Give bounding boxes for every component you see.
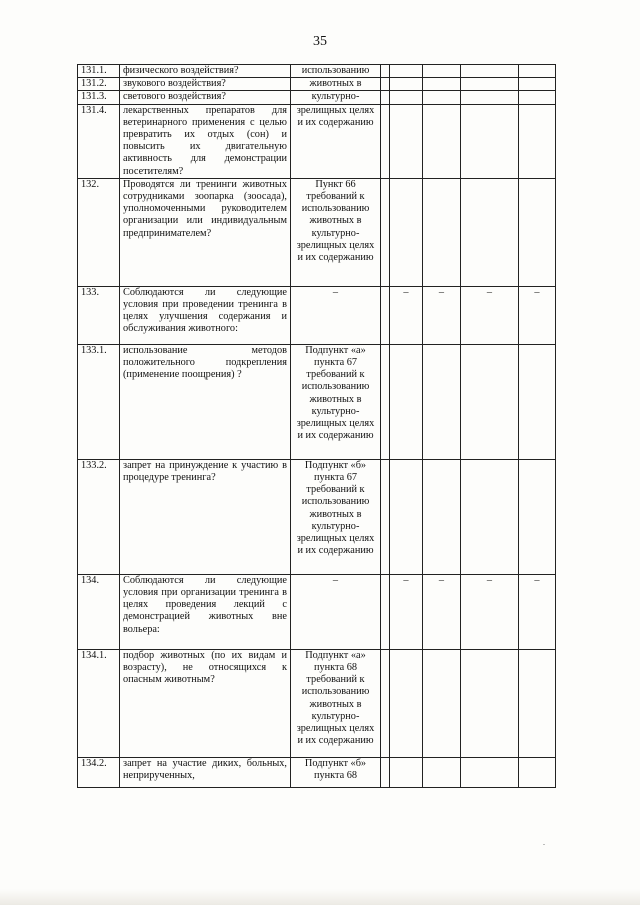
item-requirement-ref: Подпункт «б» пункта 68	[291, 757, 381, 787]
answer-cell	[519, 65, 556, 78]
answer-cell	[461, 178, 519, 286]
answer-cell	[423, 344, 461, 459]
item-number: 134.	[78, 574, 120, 649]
item-question: подбор животных (по их видам и возрасту), не относящихся к опасным животным?	[120, 649, 291, 757]
item-number: 133.2.	[78, 459, 120, 574]
spacer-cell	[381, 104, 390, 178]
item-number: 134.1.	[78, 649, 120, 757]
item-requirement-ref: Подпункт «б» пункта 67 требований к использованию животных в культурно-зрелищных целях и их содержанию	[291, 459, 381, 574]
spacer-cell	[381, 649, 390, 757]
answer-cell	[519, 649, 556, 757]
answer-cell	[519, 78, 556, 91]
item-requirement-ref: животных в	[291, 78, 381, 91]
answer-cell	[423, 91, 461, 104]
answer-cell	[423, 65, 461, 78]
table-row	[78, 649, 556, 757]
answer-cell	[423, 78, 461, 91]
answer-cell: –	[519, 286, 556, 344]
spacer-cell	[381, 757, 390, 787]
answer-cell	[423, 757, 461, 787]
answer-cell: –	[461, 574, 519, 649]
table-row	[78, 344, 556, 459]
answer-cell	[423, 178, 461, 286]
answer-cell	[461, 104, 519, 178]
spacer-cell	[381, 459, 390, 574]
answer-cell	[461, 757, 519, 787]
answer-cell	[390, 104, 423, 178]
table-row	[78, 757, 556, 787]
item-number: 131.4.	[78, 104, 120, 178]
spacer-cell	[381, 78, 390, 91]
answer-cell: –	[390, 286, 423, 344]
answer-cell	[423, 649, 461, 757]
answer-cell	[390, 757, 423, 787]
table-row	[78, 91, 556, 104]
answer-cell	[390, 91, 423, 104]
answer-cell	[461, 78, 519, 91]
answer-cell	[519, 178, 556, 286]
answer-cell	[390, 178, 423, 286]
answer-cell	[423, 104, 461, 178]
item-question: светового воздействия?	[120, 91, 291, 104]
spacer-cell	[381, 65, 390, 78]
answer-cell: –	[423, 574, 461, 649]
scan-edge	[0, 889, 640, 905]
item-question: лекарственных препаратов для ветеринарного применения с целью превратить их отдых (сон) и повысить их двигательную активность для демонстрации посетителям?	[120, 104, 291, 178]
item-requirement-ref: зрелищных целях и их содержанию	[291, 104, 381, 178]
item-question: запрет на принуждение к участию в процедуре тренинга?	[120, 459, 291, 574]
answer-cell	[461, 459, 519, 574]
spacer-cell	[381, 286, 390, 344]
item-question: звукового воздействия?	[120, 78, 291, 91]
scan-mark: .	[543, 838, 545, 847]
table-row	[78, 178, 556, 286]
item-question: Проводятся ли тренинги животных сотрудниками зоопарка (зоосада), уполномоченными руководителем организации или индивидуальным предпринимателем?	[120, 178, 291, 286]
answer-cell: –	[423, 286, 461, 344]
item-requirement-ref: –	[291, 286, 381, 344]
item-question: Соблюдаются ли следующие условия при организации тренинга в целях проведения лекций с демонстрацией животных вне вольера:	[120, 574, 291, 649]
answer-cell	[461, 91, 519, 104]
item-requirement-ref: Подпункт «а» пункта 67 требований к использованию животных в культурно-зрелищных целях и их содержанию	[291, 344, 381, 459]
item-question: Соблюдаются ли следующие условия при проведении тренинга в целях улучшения содержания и обслуживания животного:	[120, 286, 291, 344]
spacer-cell	[381, 574, 390, 649]
answer-cell	[519, 344, 556, 459]
checklist-table	[77, 64, 556, 788]
item-number: 133.	[78, 286, 120, 344]
table-row	[78, 78, 556, 91]
answer-cell	[519, 104, 556, 178]
item-requirement-ref: использованию	[291, 65, 381, 78]
item-requirement-ref: культурно-	[291, 91, 381, 104]
answer-cell	[390, 649, 423, 757]
item-requirement-ref: –	[291, 574, 381, 649]
item-number: 134.2.	[78, 757, 120, 787]
item-question: запрет на участие диких, больных, неприрученных,	[120, 757, 291, 787]
answer-cell: –	[519, 574, 556, 649]
answer-cell: –	[390, 574, 423, 649]
answer-cell	[423, 459, 461, 574]
answer-cell	[461, 65, 519, 78]
spacer-cell	[381, 178, 390, 286]
item-number: 133.1.	[78, 344, 120, 459]
table-row	[78, 65, 556, 78]
spacer-cell	[381, 91, 390, 104]
answer-cell	[519, 757, 556, 787]
answer-cell	[461, 649, 519, 757]
spacer-cell	[381, 344, 390, 459]
answer-cell: –	[461, 286, 519, 344]
item-number: 131.2.	[78, 78, 120, 91]
item-question: использование методов положительного подкрепления (применение поощрения) ?	[120, 344, 291, 459]
table-row	[78, 459, 556, 574]
answer-cell	[390, 78, 423, 91]
item-requirement-ref: Пункт 66 требований к использованию животных в культурно-зрелищных целях и их содержанию	[291, 178, 381, 286]
item-requirement-ref: Подпункт «а» пункта 68 требований к использованию животных в культурно-зрелищных целях и их содержанию	[291, 649, 381, 757]
answer-cell	[390, 459, 423, 574]
answer-cell	[390, 65, 423, 78]
item-number: 132.	[78, 178, 120, 286]
item-number: 131.1.	[78, 65, 120, 78]
page-number: 35	[313, 34, 327, 49]
table-row	[78, 286, 556, 344]
table-row	[78, 104, 556, 178]
answer-cell	[461, 344, 519, 459]
answer-cell	[519, 91, 556, 104]
item-number: 131.3.	[78, 91, 120, 104]
answer-cell	[519, 459, 556, 574]
item-question: физического воздействия?	[120, 65, 291, 78]
table-row	[78, 574, 556, 649]
answer-cell	[390, 344, 423, 459]
